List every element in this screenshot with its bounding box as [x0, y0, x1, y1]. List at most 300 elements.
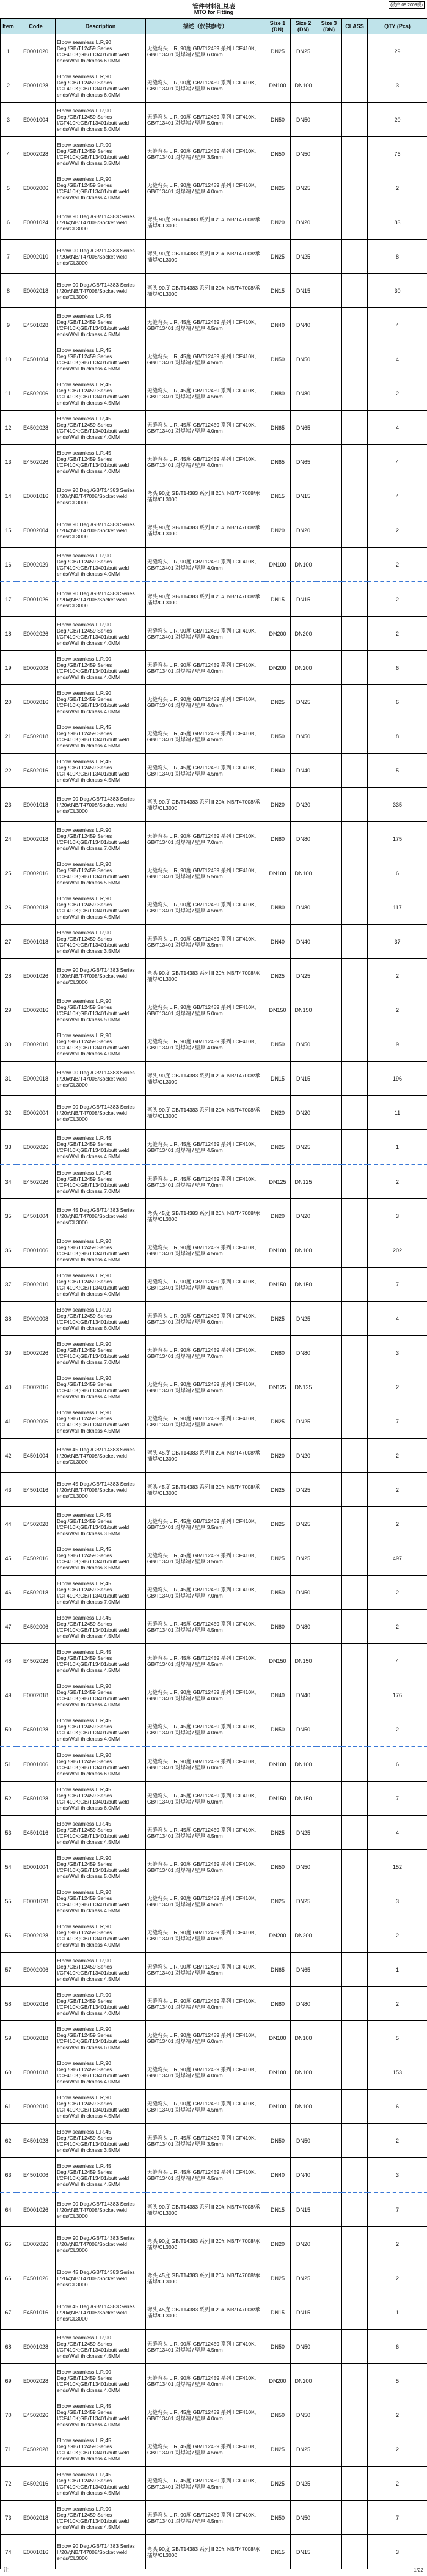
cell-description: Elbow seamless L.R,45 Deg./GB/T12459 Series I/CF410K;GB/T13401/butt weld ends/Wall thickness 4.5MM	[56, 342, 146, 376]
cell-size2: DN25	[291, 1884, 316, 1918]
cell-size1: DN15	[265, 479, 291, 513]
cell-code: E4502026	[16, 1164, 56, 1199]
cell-item: 47	[1, 1610, 16, 1644]
cell-item: 54	[1, 1850, 16, 1884]
cell-size3	[316, 2364, 342, 2398]
cell-size1: DN50	[265, 342, 291, 376]
cell-item: 15	[1, 513, 16, 548]
cell-size2: DN80	[291, 1610, 316, 1644]
cell-description: Elbow seamless L.R,90 Deg./GB/T12459 Series I/CF410K;GB/T13401/butt weld ends/Wall thickness 4.0MM	[56, 2364, 146, 2398]
table-row	[1, 2124, 427, 2158]
cell-code: E4501016	[16, 1473, 56, 1507]
cell-size2: DN25	[291, 34, 316, 68]
cell-size2: DN20	[291, 1096, 316, 1130]
cell-size2: DN15	[291, 2535, 316, 2569]
cell-size2: DN25	[291, 1816, 316, 1850]
cell-class	[342, 2227, 368, 2261]
cell-code: E0001024	[16, 205, 56, 240]
cell-qty: 7	[368, 1268, 427, 1302]
cell-size1: DN50	[265, 2398, 291, 2432]
cell-item: 62	[1, 2124, 16, 2158]
cell-description: Elbow seamless L.R,90 Deg./GB/T12459 Series I/CF410K;GB/T13401/butt weld ends/Wall thickness 7.0MM	[56, 1336, 146, 1370]
table-row	[1, 1336, 427, 1370]
cell-item: 38	[1, 1302, 16, 1336]
cell-description: Elbow seamless L.R,90 Deg./GB/T12459 Series I/CF410K;GB/T13401/butt weld ends/Wall thickness 4.5MM	[56, 1233, 146, 1268]
cell-class	[342, 2398, 368, 2432]
cell-description: Elbow seamless L.R,45 Deg./GB/T12459 Series I/CF410K;GB/T13401/butt weld ends/Wall thickness 4.5MM	[56, 308, 146, 342]
cell-size3	[316, 376, 342, 411]
cell-description-cn: 无缝弯头 L.R, 45度 GB/T12459 系列 I CF410K, GB/T13401 对焊端 / 壁厚 4.5mm	[146, 1644, 265, 1678]
cell-description: Elbow seamless L.R,45 Deg./GB/T12459 Series I/CF410K;GB/T13401/butt weld ends/Wall thickness 4.5MM	[56, 2432, 146, 2467]
cell-size1: DN25	[265, 1884, 291, 1918]
cell-item: 49	[1, 1678, 16, 1712]
cell-qty: 2	[368, 1473, 427, 1507]
cell-description-cn: 弯头 90度 GB/T14383 系列 II 20#, NB/T47008/承插焊/CL3000	[146, 1062, 265, 1096]
cell-description: Elbow seamless L.R,45 Deg./GB/T12459 Series I/CF410K;GB/T13401/butt weld ends/Wall thickness 4.5MM	[56, 376, 146, 411]
cell-size1: DN15	[265, 2192, 291, 2227]
cell-size3	[316, 617, 342, 651]
cell-qty: 9	[368, 1027, 427, 1062]
cell-description: Elbow seamless L.R,90 Deg./GB/T12459 Series I/CF410K;GB/T13401/butt weld ends/Wall thickness 6.0MM	[56, 1302, 146, 1336]
col-description: Description	[56, 19, 146, 34]
cell-item: 21	[1, 719, 16, 754]
cell-item: 17	[1, 582, 16, 617]
cell-description-cn: 弯头 90度 GB/T14383 系列 II 20#, NB/T47008/承插焊/CL3000	[146, 240, 265, 274]
cell-item: 25	[1, 856, 16, 890]
table-row	[1, 1987, 427, 2021]
cell-description: Elbow seamless L.R,90 Deg./GB/T12459 Series I/CF410K;GB/T13401/butt weld ends/Wall thickness 4.0MM	[56, 2055, 146, 2090]
cell-description: Elbow seamless L.R,45 Deg./GB/T12459 Series I/CF410K;GB/T13401/butt weld ends/Wall thickness 4.0MM	[56, 2398, 146, 2432]
cell-qty: 4	[368, 1816, 427, 1850]
cell-size3	[316, 137, 342, 171]
col-size2: Size 2 (DN)	[291, 19, 316, 34]
cell-size3	[316, 2501, 342, 2535]
cell-description: Elbow seamless L.R,90 Deg./GB/T12459 Series I/CF410K;GB/T13401/butt weld ends/Wall thickness 4.0MM	[56, 651, 146, 685]
cell-class	[342, 1199, 368, 1233]
cell-description-cn: 无缝弯头 L.R, 90度 GB/T12459 系列 I CF410K, GB/T13401 对焊端 / 壁厚 4.0mm	[146, 685, 265, 719]
cell-description-cn: 无缝弯头 L.R, 45度 GB/T12459 系列 I CF410K, GB/T13401 对焊端 / 壁厚 4.0mm	[146, 2398, 265, 2432]
cell-class	[342, 2158, 368, 2193]
cell-description-cn: 弯头 45度 GB/T14383 系列 II 20#, NB/T47008/承插焊/CL3000	[146, 1199, 265, 1233]
cell-size1: DN25	[265, 959, 291, 993]
cell-item: 6	[1, 205, 16, 240]
cell-description: Elbow seamless L.R,90 Deg./GB/T12459 Series I/CF410K;GB/T13401/butt weld ends/Wall thickness 5.0MM	[56, 1850, 146, 1884]
cell-description: Elbow seamless L.R,45 Deg./GB/T12459 Series I/CF410K;GB/T13401/butt weld ends/Wall thickness 6.0MM	[56, 1782, 146, 1816]
cell-description-cn: 弯头 90度 GB/T14383 系列 II 20#, NB/T47008/承插焊/CL3000	[146, 2227, 265, 2261]
table-row	[1, 685, 427, 719]
cell-size2: DN80	[291, 376, 316, 411]
cell-size3	[316, 1678, 342, 1712]
cell-qty: 30	[368, 274, 427, 308]
cell-size3	[316, 2055, 342, 2090]
cell-size1: DN150	[265, 1782, 291, 1816]
cell-class	[342, 2330, 368, 2364]
cell-size3	[316, 1164, 342, 1199]
cell-size3	[316, 68, 342, 103]
table-row	[1, 1199, 427, 1233]
cell-description-cn: 弯头 45度 GB/T14383 系列 II 20#, NB/T47008/承插焊/CL3000	[146, 2295, 265, 2330]
cell-size1: DN25	[265, 1404, 291, 1439]
cell-description-cn: 无缝弯头 L.R, 90度 GB/T12459 系列 I CF410K, GB/T13401 对焊端 / 壁厚 6.0mm	[146, 1302, 265, 1336]
cell-size3	[316, 1953, 342, 1987]
cell-qty: 3	[368, 68, 427, 103]
cell-description-cn: 无缝弯头 L.R, 90度 GB/T12459 系列 I CF410K, GB/T13401 对焊端 / 壁厚 4.5mm	[146, 890, 265, 925]
cell-code: E0002026	[16, 1336, 56, 1370]
cell-size1: DN50	[265, 103, 291, 137]
cell-item: 5	[1, 171, 16, 205]
cell-description-cn: 无缝弯头 L.R, 90度 GB/T12459 系列 I CF410K, GB/T13401 对焊端 / 壁厚 5.0mm	[146, 993, 265, 1027]
cell-class	[342, 68, 368, 103]
cell-description: Elbow 90 Deg./GB/T14383 Series II/20#;NB/T47008/Socket weld ends/CL3000	[56, 788, 146, 822]
cell-description: Elbow seamless L.R,45 Deg./GB/T12459 Series I/CF410K;GB/T13401/butt weld ends/Wall thickness 4.5MM	[56, 1816, 146, 1850]
cell-item: 35	[1, 1199, 16, 1233]
cell-size3	[316, 2261, 342, 2295]
cell-description: Elbow seamless L.R,90 Deg./GB/T12459 Series I/CF410K;GB/T13401/butt weld ends/Wall thickness 4.5MM	[56, 1404, 146, 1439]
table-row	[1, 513, 427, 548]
cell-item: 48	[1, 1644, 16, 1678]
cell-class	[342, 548, 368, 582]
cell-item: 33	[1, 1130, 16, 1165]
cell-code: E0001028	[16, 1884, 56, 1918]
col-item: Item	[1, 19, 16, 34]
table-row	[1, 1610, 427, 1644]
cell-size2: DN25	[291, 685, 316, 719]
cell-item: 67	[1, 2295, 16, 2330]
cell-size1: DN65	[265, 445, 291, 479]
cell-item: 64	[1, 2192, 16, 2227]
cell-size1: DN80	[265, 1336, 291, 1370]
cell-description: Elbow 90 Deg./GB/T14383 Series II/20#;NB/T47008/Socket weld ends/CL3000	[56, 582, 146, 617]
cell-description-cn: 无缝弯头 L.R, 45度 GB/T12459 系列 I CF410K, GB/T13401 对焊端 / 壁厚 3.5mm	[146, 1507, 265, 1541]
cell-description-cn: 无缝弯头 L.R, 90度 GB/T12459 系列 I CF410K, GB/T13401 对焊端 / 壁厚 5.5mm	[146, 856, 265, 890]
cell-qty: 5	[368, 754, 427, 788]
cell-code: E0002028	[16, 2364, 56, 2398]
cell-qty: 4	[368, 445, 427, 479]
cell-description: Elbow seamless L.R,90 Deg./GB/T12459 Series I/CF410K;GB/T13401/butt weld ends/Wall thickness 4.0MM	[56, 1918, 146, 1953]
cell-item: 55	[1, 1884, 16, 1918]
cell-description: Elbow seamless L.R,90 Deg./GB/T12459 Series I/CF410K;GB/T13401/butt weld ends/Wall thickness 4.5MM	[56, 1953, 146, 1987]
cell-description: Elbow seamless L.R,90 Deg./GB/T12459 Series I/CF410K;GB/T13401/butt weld ends/Wall thickness 4.5MM	[56, 1370, 146, 1404]
cell-code: E4501028	[16, 1782, 56, 1816]
cell-code: E0001004	[16, 1850, 56, 1884]
cell-class	[342, 1987, 368, 2021]
cell-description-cn: 弯头 90度 GB/T14383 系列 II 20#, NB/T47008/承插焊/CL3000	[146, 205, 265, 240]
cell-qty: 2	[368, 171, 427, 205]
cell-size2: DN65	[291, 445, 316, 479]
cell-qty: 6	[368, 685, 427, 719]
cell-class	[342, 2467, 368, 2501]
cell-size3	[316, 1850, 342, 1884]
cell-description-cn: 无缝弯头 L.R, 45度 GB/T12459 系列 I CF410K, GB/T13401 对焊端 / 壁厚 7.0mm	[146, 1576, 265, 1610]
cell-description: Elbow seamless L.R,90 Deg./GB/T12459 Series I/CF410K;GB/T13401/butt weld ends/Wall thickness 5.0MM	[56, 993, 146, 1027]
cell-class	[342, 1027, 368, 1062]
cell-description: Elbow 45 Deg./GB/T14383 Series II/20#;NB/T47008/Socket weld ends/CL3000	[56, 2261, 146, 2295]
cell-class	[342, 2295, 368, 2330]
cell-code: E4501016	[16, 1816, 56, 1850]
cell-size3	[316, 2192, 342, 2227]
footer-note: 注	[4, 2567, 9, 2573]
cell-description: Elbow seamless L.R,90 Deg./GB/T12459 Series I/CF410K;GB/T13401/butt weld ends/Wall thickness 4.0MM	[56, 171, 146, 205]
cell-class	[342, 479, 368, 513]
table-row	[1, 2330, 427, 2364]
table-row	[1, 1473, 427, 1507]
cell-item: 63	[1, 2158, 16, 2193]
cell-class	[342, 1302, 368, 1336]
cell-description: Elbow seamless L.R,90 Deg./GB/T12459 Series I/CF410K;GB/T13401/butt weld ends/Wall thickness 4.5MM	[56, 1884, 146, 1918]
cell-description: Elbow 45 Deg./GB/T14383 Series II/20#;NB/T47008/Socket weld ends/CL3000	[56, 2295, 146, 2330]
cell-qty: 2	[368, 513, 427, 548]
cell-description: Elbow seamless L.R,45 Deg./GB/T12459 Series I/CF410K;GB/T13401/butt weld ends/Wall thickness 4.5MM	[56, 2467, 146, 2501]
table-row	[1, 822, 427, 856]
cell-code: E4502028	[16, 411, 56, 445]
cell-description: Elbow 90 Deg./GB/T14383 Series II/20#;NB/T47008/Socket weld ends/CL3000	[56, 274, 146, 308]
cell-class	[342, 1439, 368, 1473]
cell-code: E4502006	[16, 1610, 56, 1644]
cell-size2: DN50	[291, 2124, 316, 2158]
mto-table	[0, 18, 427, 2569]
cell-size2: DN15	[291, 274, 316, 308]
cell-size1: DN80	[265, 822, 291, 856]
cell-item: 61	[1, 2090, 16, 2124]
cell-item: 30	[1, 1027, 16, 1062]
cell-qty: 2	[368, 2124, 427, 2158]
table-row	[1, 2364, 427, 2398]
cell-size1: DN100	[265, 68, 291, 103]
cell-code: E0002008	[16, 651, 56, 685]
table-body	[1, 34, 427, 2569]
cell-size3	[316, 685, 342, 719]
cell-qty: 2	[368, 376, 427, 411]
table-row	[1, 2261, 427, 2295]
cell-size3	[316, 1473, 342, 1507]
cell-size1: DN65	[265, 411, 291, 445]
cell-size2: DN100	[291, 2090, 316, 2124]
cell-size2: DN25	[291, 2261, 316, 2295]
cell-item: 1	[1, 34, 16, 68]
cell-description: Elbow 90 Deg./GB/T14383 Series II/20#;NB/T47008/Socket weld ends/CL3000	[56, 2192, 146, 2227]
cell-class	[342, 2364, 368, 2398]
cell-qty: 2	[368, 993, 427, 1027]
cell-description: Elbow seamless L.R,45 Deg./GB/T12459 Series I/CF410K;GB/T13401/butt weld ends/Wall thickness 4.0MM	[56, 411, 146, 445]
table-row	[1, 2158, 427, 2193]
cell-size3	[316, 342, 342, 376]
cell-size1: DN50	[265, 1027, 291, 1062]
cell-size2: DN100	[291, 2055, 316, 2090]
cell-item: 74	[1, 2535, 16, 2569]
cell-description: Elbow seamless L.R,45 Deg./GB/T12459 Series I/CF410K;GB/T13401/butt weld ends/Wall thickness 4.5MM	[56, 1130, 146, 1165]
cell-qty: 196	[368, 1062, 427, 1096]
cell-size2: DN200	[291, 651, 316, 685]
cell-size3	[316, 2398, 342, 2432]
cell-description: Elbow seamless L.R,90 Deg./GB/T12459 Series I/CF410K;GB/T13401/butt weld ends/Wall thickness 6.0MM	[56, 1747, 146, 1782]
cell-description-cn: 无缝弯头 L.R, 45度 GB/T12459 系列 I CF410K, GB/T13401 对焊端 / 壁厚 4.5mm	[146, 1610, 265, 1644]
cell-description: Elbow 45 Deg./GB/T14383 Series II/20#;NB/T47008/Socket weld ends/CL3000	[56, 1439, 146, 1473]
cell-item: 34	[1, 1164, 16, 1199]
cell-description-cn: 无缝弯头 L.R, 90度 GB/T12459 系列 I CF410K, GB/T13401 对焊端 / 壁厚 4.0mm	[146, 2055, 265, 2090]
cell-description: Elbow seamless L.R,90 Deg./GB/T12459 Series I/CF410K;GB/T13401/butt weld ends/Wall thickness 4.5MM	[56, 2501, 146, 2535]
cell-qty: 7	[368, 1404, 427, 1439]
cell-size3	[316, 959, 342, 993]
cell-size2: DN150	[291, 1268, 316, 1302]
cell-item: 51	[1, 1747, 16, 1782]
cell-description-cn: 无缝弯头 L.R, 90度 GB/T12459 系列 I CF410K, GB/T13401 对焊端 / 壁厚 4.0mm	[146, 2364, 265, 2398]
col-description-cn: 描述（仅供参考）	[146, 19, 265, 34]
table-row	[1, 1507, 427, 1541]
cell-description-cn: 无缝弯头 L.R, 90度 GB/T12459 系列 I CF410K, GB/T13401 对焊端 / 壁厚 4.5mm	[146, 2501, 265, 2535]
table-row	[1, 137, 427, 171]
table-row	[1, 1918, 427, 1953]
cell-size2: DN100	[291, 1233, 316, 1268]
cell-code: E4501028	[16, 2124, 56, 2158]
cell-size1: DN100	[265, 1233, 291, 1268]
cell-qty: 175	[368, 822, 427, 856]
cell-description-cn: 无缝弯头 L.R, 45度 GB/T12459 系列 I CF410K, GB/T13401 对焊端 / 壁厚 4.5mm	[146, 2467, 265, 2501]
cell-size3	[316, 1336, 342, 1370]
cell-description: Elbow seamless L.R,45 Deg./GB/T12459 Series I/CF410K;GB/T13401/butt weld ends/Wall thickness 4.5MM	[56, 719, 146, 754]
cell-code: E0001026	[16, 2192, 56, 2227]
cell-code: E0002006	[16, 1404, 56, 1439]
cell-size3	[316, 1062, 342, 1096]
cell-size1: DN25	[265, 2467, 291, 2501]
cell-class	[342, 2021, 368, 2055]
table-row	[1, 925, 427, 959]
cell-code: E4501026	[16, 2261, 56, 2295]
cell-size1: DN25	[265, 2432, 291, 2467]
cell-size2: DN100	[291, 1747, 316, 1782]
cell-class	[342, 754, 368, 788]
cell-size2: DN50	[291, 719, 316, 754]
cell-item: 72	[1, 2467, 16, 2501]
cell-description-cn: 无缝弯头 L.R, 90度 GB/T12459 系列 I CF410K, GB/T13401 对焊端 / 壁厚 4.0mm	[146, 617, 265, 651]
cell-item: 69	[1, 2364, 16, 2398]
cell-description-cn: 无缝弯头 L.R, 90度 GB/T12459 系列 I CF410K, GB/T13401 对焊端 / 壁厚 7.0mm	[146, 822, 265, 856]
cell-code: E0001018	[16, 925, 56, 959]
cell-size2: DN50	[291, 2398, 316, 2432]
cell-qty: 37	[368, 925, 427, 959]
cell-qty: 2	[368, 1439, 427, 1473]
cell-description: Elbow 90 Deg./GB/T14383 Series II/20#;NB/T47008/Socket weld ends/CL3000	[56, 205, 146, 240]
cell-code: E4502016	[16, 2467, 56, 2501]
cell-size1: DN25	[265, 1507, 291, 1541]
cell-class	[342, 788, 368, 822]
cell-class	[342, 2192, 368, 2227]
cell-description: Elbow seamless L.R,90 Deg./GB/T12459 Series I/CF410K;GB/T13401/butt weld ends/Wall thickness 6.0MM	[56, 2021, 146, 2055]
cell-size2: DN50	[291, 1850, 316, 1884]
cell-qty: 6	[368, 2330, 427, 2364]
cell-class	[342, 513, 368, 548]
cell-item: 36	[1, 1233, 16, 1268]
cell-description-cn: 弯头 90度 GB/T14383 系列 II 20#, NB/T47008/承插焊/CL3000	[146, 274, 265, 308]
cell-item: 3	[1, 103, 16, 137]
cell-code: E0001016	[16, 479, 56, 513]
cell-item: 7	[1, 240, 16, 274]
cell-item: 60	[1, 2055, 16, 2090]
cell-qty: 20	[368, 103, 427, 137]
cell-size1: DN200	[265, 2364, 291, 2398]
cell-description-cn: 无缝弯头 L.R, 90度 GB/T12459 系列 I CF410K, GB/T13401 对焊端 / 壁厚 4.5mm	[146, 1233, 265, 1268]
cell-size3	[316, 171, 342, 205]
cell-code: E0002004	[16, 513, 56, 548]
cell-class	[342, 1610, 368, 1644]
cell-class	[342, 171, 368, 205]
cell-description-cn: 无缝弯头 L.R, 45度 GB/T12459 系列 I CF410K, GB/T13401 对焊端 / 壁厚 4.5mm	[146, 719, 265, 754]
table-row	[1, 274, 427, 308]
cell-qty: 2	[368, 1370, 427, 1404]
table-row	[1, 1027, 427, 1062]
cell-class	[342, 651, 368, 685]
cell-size2: DN20	[291, 2227, 316, 2261]
cell-item: 2	[1, 68, 16, 103]
cell-size1: DN125	[265, 1164, 291, 1199]
cell-code: E0002026	[16, 1130, 56, 1165]
table-row	[1, 582, 427, 617]
cell-size2: DN100	[291, 856, 316, 890]
cell-size2: DN150	[291, 1644, 316, 1678]
table-row	[1, 719, 427, 754]
cell-qty: 2	[368, 1164, 427, 1199]
cell-size1: DN20	[265, 1199, 291, 1233]
cell-size1: DN150	[265, 1644, 291, 1678]
cell-description-cn: 无缝弯头 L.R, 45度 GB/T12459 系列 I CF410K, GB/T13401 对焊端 / 壁厚 4.5mm	[146, 342, 265, 376]
cell-description-cn: 无缝弯头 L.R, 90度 GB/T12459 系列 I CF410K, GB/T13401 对焊端 / 壁厚 4.0mm	[146, 1678, 265, 1712]
cell-description-cn: 无缝弯头 L.R, 90度 GB/T12459 系列 I CF410K, GB/T13401 对焊端 / 壁厚 4.5mm	[146, 1370, 265, 1404]
col-size3: Size 3 (DN)	[316, 19, 342, 34]
cell-code: E0002018	[16, 2021, 56, 2055]
cell-size1: DN125	[265, 1370, 291, 1404]
cell-size2: DN50	[291, 2330, 316, 2364]
cell-description-cn: 无缝弯头 L.R, 45度 GB/T12459 系列 I CF410K, GB/T13401 对焊端 / 壁厚 4.5mm	[146, 754, 265, 788]
cell-size1: DN40	[265, 308, 291, 342]
cell-size1: DN25	[265, 685, 291, 719]
cell-code: E0001006	[16, 1747, 56, 1782]
cell-code: E0002029	[16, 548, 56, 582]
cell-code: E0002010	[16, 2090, 56, 2124]
cell-description-cn: 弯头 90度 GB/T14383 系列 II 20#, NB/T47008/承插焊/CL3000	[146, 582, 265, 617]
cell-class	[342, 2432, 368, 2467]
doc-code: (改产 09.2009规)	[389, 1, 425, 9]
cell-size3	[316, 1541, 342, 1576]
cell-size1: DN100	[265, 1747, 291, 1782]
cell-size2: DN200	[291, 1918, 316, 1953]
cell-qty: 11	[368, 1096, 427, 1130]
cell-description-cn: 无缝弯头 L.R, 45度 GB/T12459 系列 I CF410K, GB/T13401 对焊端 / 壁厚 4.5mm	[146, 2432, 265, 2467]
cell-code: E4501004	[16, 342, 56, 376]
cell-item: 44	[1, 1507, 16, 1541]
cell-qty: 3	[368, 1336, 427, 1370]
table-header-row	[1, 19, 427, 34]
cell-size2: DN125	[291, 1164, 316, 1199]
cell-qty: 4	[368, 1644, 427, 1678]
cell-qty: 335	[368, 788, 427, 822]
cell-item: 66	[1, 2261, 16, 2295]
table-row	[1, 342, 427, 376]
cell-qty: 6	[368, 856, 427, 890]
cell-size1: DN150	[265, 1268, 291, 1302]
cell-class	[342, 993, 368, 1027]
cell-code: E0002006	[16, 1953, 56, 1987]
cell-item: 11	[1, 376, 16, 411]
cell-size3	[316, 1404, 342, 1439]
cell-size3	[316, 582, 342, 617]
cell-size3	[316, 2227, 342, 2261]
cell-description-cn: 无缝弯头 L.R, 45度 GB/T12459 系列 I CF410K, GB/T13401 对焊端 / 壁厚 4.5mm	[146, 308, 265, 342]
cell-description-cn: 弯头 45度 GB/T14383 系列 II 20#, NB/T47008/承插焊/CL3000	[146, 1439, 265, 1473]
cell-code: E4502016	[16, 754, 56, 788]
table-row	[1, 1439, 427, 1473]
table-row	[1, 1302, 427, 1336]
cell-size1: DN50	[265, 137, 291, 171]
cell-qty: 176	[368, 1678, 427, 1712]
